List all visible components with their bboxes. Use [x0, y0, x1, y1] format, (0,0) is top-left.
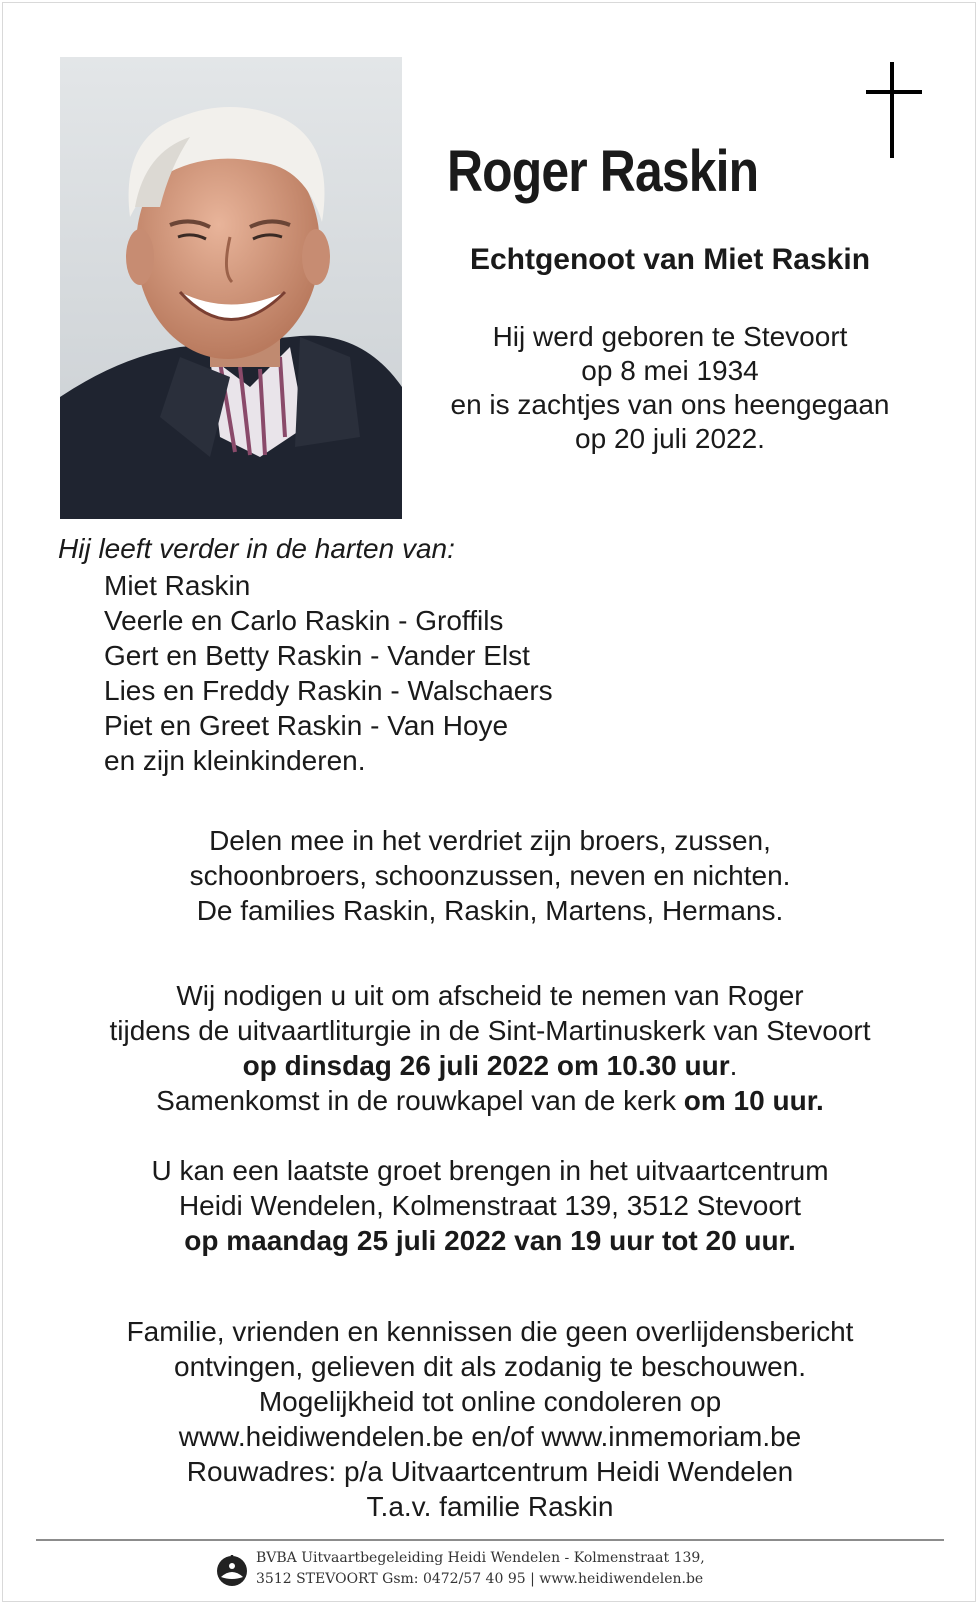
text-line: Rouwadres: p/a Uitvaartcentrum Heidi Wendelen	[186, 1456, 794, 1487]
text-line: tijdens de uitvaartliturgie in de Sint-Martinuskerk van Stevoort	[109, 1015, 871, 1046]
text-line: De families Raskin, Raskin, Martens, Hermans.	[196, 895, 784, 926]
text-line: ontvingen, gelieven dit als zodanig te beschouwen.	[174, 1351, 806, 1382]
gathering-line	[30, 1083, 950, 1118]
gathering-time: om 10 uur.	[683, 1085, 824, 1116]
list-item: en zijn kleinkinderen.	[104, 745, 366, 776]
text-line: www.heidiwendelen.be en/of www.inmemoriam.be	[178, 1421, 802, 1452]
list-item: Piet en Greet Raskin - Van Hoye	[104, 710, 509, 741]
text-line: Familie, vrienden en kennissen die geen overlijdensbericht	[126, 1316, 854, 1347]
survived-by-intro: Hij leeft verder in de harten van:	[58, 533, 455, 564]
text-line: Delen mee in het verdriet zijn broers, zussen,	[209, 825, 771, 856]
portrait-photo	[60, 57, 402, 519]
spouse-line: Echtgenoot van Miet Raskin	[469, 243, 871, 276]
visitation-date: op maandag 25 juli 2022 van 19 uur tot 20 uur.	[184, 1225, 796, 1256]
grief-shared-block	[30, 823, 950, 928]
birth-date: op 8 mei 1934	[581, 355, 759, 386]
text-line: Wij nodigen u uit om afscheid te nemen van Roger	[176, 980, 804, 1011]
text-line: T.a.v. familie Raskin	[366, 1491, 614, 1522]
death-line: en is zachtjes van ons heengegaan	[450, 389, 890, 420]
birth-death-info	[420, 320, 920, 456]
funeral-date-suffix: .	[729, 1050, 738, 1081]
funeral-date: op dinsdag 26 juli 2022 om 10.30 uur	[242, 1050, 730, 1081]
list-item: Lies en Freddy Raskin - Walschaers	[104, 675, 553, 706]
text-line: Mogelijkheid tot online condoleren op	[258, 1386, 722, 1417]
footer-text	[256, 1548, 705, 1590]
footer-divider	[36, 1539, 944, 1541]
footer-line-2: 3512 STEVOORT Gsm: 0472/57 40 95 | www.heidiwendelen.be	[256, 1571, 704, 1587]
list-item: Gert en Betty Raskin - Vander Elst	[104, 640, 530, 671]
visitation-block	[30, 1153, 950, 1258]
survived-by-list	[104, 568, 553, 778]
funeral-block	[30, 978, 950, 1118]
footer-line-1: BVBA Uitvaartbegeleiding Heidi Wendelen - Kolmenstraat 139,	[256, 1550, 705, 1566]
portrait-illustration	[60, 57, 402, 519]
text-line: U kan een laatste groet brengen in het uitvaartcentrum	[151, 1155, 829, 1186]
list-item: Miet Raskin	[104, 570, 251, 601]
cross-icon	[866, 62, 922, 158]
notice-block	[30, 1314, 950, 1524]
funeral-home-logo-icon	[215, 1551, 249, 1589]
text-line: Heidi Wendelen, Kolmenstraat 139, 3512 Stevoort	[178, 1190, 802, 1221]
deceased-name: Roger Raskin	[447, 139, 759, 204]
footer	[210, 1543, 810, 1599]
death-date: op 20 juli 2022.	[575, 423, 765, 454]
list-item: Veerle en Carlo Raskin - Groffils	[104, 605, 504, 636]
birth-line: Hij werd geboren te Stevoort	[492, 321, 848, 352]
text-line: schoonbroers, schoonzussen, neven en nichten.	[189, 860, 791, 891]
gathering-text: Samenkomst in de rouwkapel van de kerk	[156, 1085, 684, 1116]
funeral-date-line	[30, 1048, 950, 1083]
